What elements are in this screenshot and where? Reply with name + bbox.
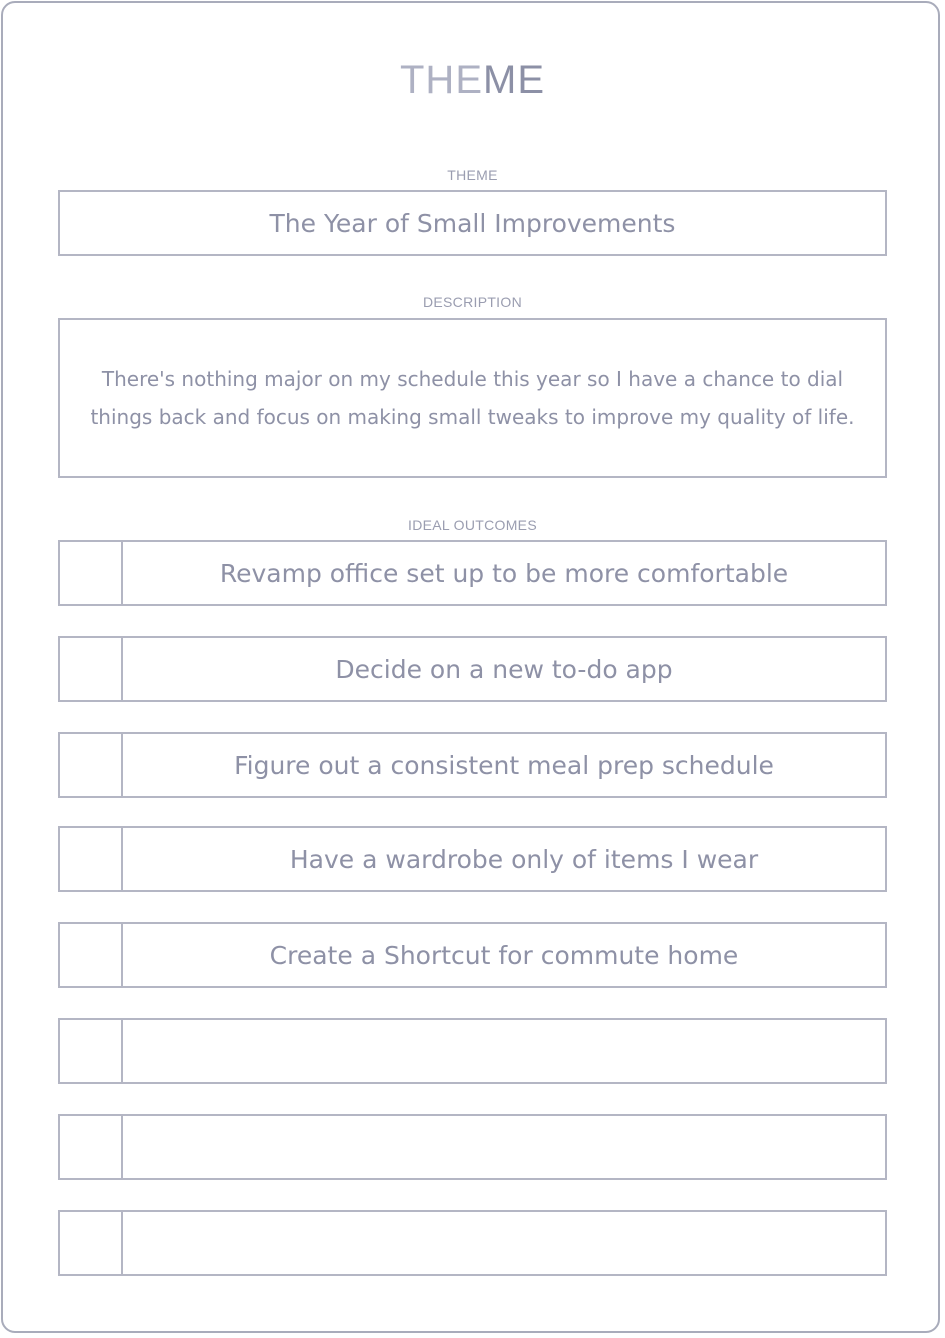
- outcome-text[interactable]: Decide on a new to-do app: [335, 654, 673, 684]
- outcome-row: [58, 732, 887, 798]
- ideal-outcomes-label: IDEAL OUTCOMES: [408, 517, 537, 533]
- description-field[interactable]: There's nothing major on my schedule this year so I have a chance to dial things back and focus on making small tweaks to improve my quality of life.: [58, 318, 887, 478]
- outcome-checkbox[interactable]: [60, 638, 123, 700]
- outcome-row: [58, 540, 887, 606]
- theme-field[interactable]: The Year of Small Improvements: [58, 190, 887, 256]
- outcome-text[interactable]: [123, 1020, 885, 1082]
- outcome-row: [58, 826, 887, 892]
- outcome-text[interactable]: Create a Shortcut for commute home: [269, 940, 739, 970]
- outcome-checkbox[interactable]: [60, 1020, 123, 1082]
- outcome-text[interactable]: [123, 1116, 885, 1178]
- outcome-checkbox[interactable]: [60, 1212, 123, 1274]
- outcome-row: [58, 1210, 887, 1276]
- outcome-checkbox[interactable]: [60, 734, 123, 796]
- outcome-row: [58, 1018, 887, 1084]
- page-title-light: THE: [400, 58, 483, 102]
- outcome-row: [58, 922, 887, 988]
- outcome-text[interactable]: Revamp office set up to be more comfortable: [219, 558, 789, 588]
- outcome-text[interactable]: [123, 1212, 885, 1274]
- outcome-text[interactable]: Figure out a consistent meal prep schedule: [234, 750, 774, 780]
- page-title: [0, 58, 945, 103]
- outcome-checkbox[interactable]: [60, 924, 123, 986]
- outcome-text[interactable]: Have a wardrobe only of items I wear: [289, 844, 759, 874]
- outcome-row: [58, 1114, 887, 1180]
- outcome-checkbox[interactable]: [60, 828, 123, 890]
- outcome-checkbox[interactable]: [60, 1116, 123, 1178]
- description-label: DESCRIPTION: [423, 294, 522, 310]
- theme-label: THEME: [447, 167, 498, 183]
- page-title-bold: ME: [483, 58, 545, 102]
- outcome-checkbox[interactable]: [60, 542, 123, 604]
- outcome-row: [58, 636, 887, 702]
